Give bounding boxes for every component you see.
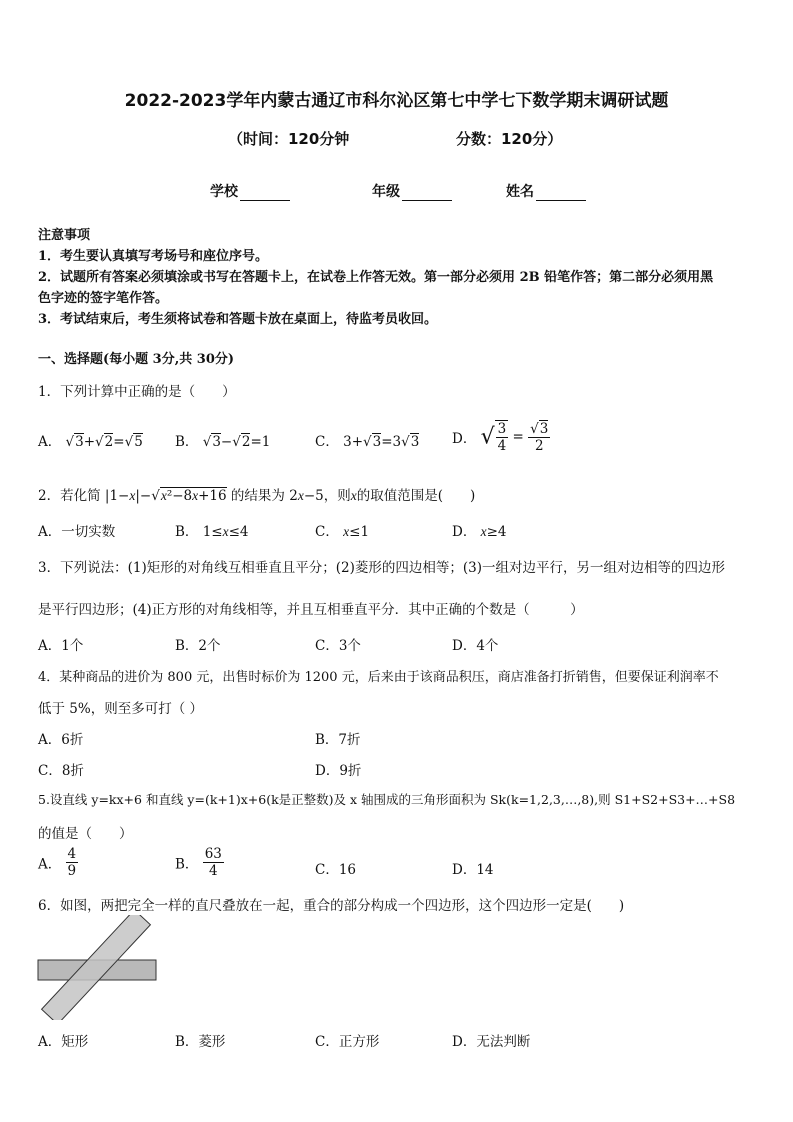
q5-line-1: 5.设直线 y=kx+6 和直线 y=(k+1)x+6(k是正整数)及 x 轴围成的三角形面积为 Sk(k=1,2,3,…,8),则 S1+S2+S3+…+S8 <box>38 792 736 807</box>
q2-option-d: D． x≥4 <box>452 524 507 540</box>
q4-option-a: A．6折 <box>38 732 84 748</box>
q1-stem: 1．下列计算中正确的是（ ） <box>38 384 236 400</box>
overlapping-rulers-figure <box>36 915 160 1020</box>
q1-a-expr: √3+√2=√5 <box>65 434 143 450</box>
q2-stem: 2．若化简 |1−x|−√x²−8x+16 的结果为 2x−5，则x的取值范围是( ) <box>38 488 476 504</box>
q2-result: 2x−5 <box>289 488 324 504</box>
q1-c-expr: 3+√3=3√3 <box>343 434 420 450</box>
q3-option-b: B．2个 <box>175 638 221 654</box>
q6-option-a: A．矩形 <box>38 1034 89 1050</box>
q4-option-b: B．7折 <box>315 732 361 748</box>
q1-option-a: A． √3+√2=√5 <box>38 434 143 450</box>
grade-blank <box>402 186 452 201</box>
exam-time: （时间：120分钟 <box>228 130 350 148</box>
q3-option-c: C．3个 <box>315 638 361 654</box>
notes-heading: 注意事项 <box>38 228 91 243</box>
school-label: 学校 <box>210 184 238 200</box>
note-2-cont: 色字迹的签字笔作答。 <box>38 291 169 306</box>
q6-option-b: B．菱形 <box>175 1034 226 1050</box>
q1-option-c: C． 3+√3=3√3 <box>315 434 420 450</box>
school-field <box>210 181 290 201</box>
q5-option-b: B． $\frac{63}{4}$ <box>175 846 222 879</box>
q4-line-1: 4．某种商品的进价为 800 元，出售时标价为 1200 元，后来由于该商品积压，商店准备打折销售，但要保证利润率不 <box>38 670 719 685</box>
q3-option-d: D．4个 <box>452 638 499 654</box>
q4-line-2: 低于 5%，则至多可打（ ） <box>38 701 203 717</box>
section-heading: 一、选择题(每小题 3分,共 30分) <box>38 352 235 367</box>
q6-option-d: D．无法判断 <box>452 1034 531 1050</box>
q1-option-d: D． √ $\frac{3}{4}$ = $\frac{√3}{2}$ <box>452 420 549 454</box>
q3-line-2: 是平行四边形；(4)正方形的对角线相等，并且互相垂直平分．其中正确的个数是（ ） <box>38 602 584 618</box>
q6-stem: 6．如图，两把完全一样的直尺叠放在一起，重合的部分构成一个四边形，这个四边形一定是( ) <box>38 898 625 914</box>
q4-option-c: C．8折 <box>38 763 84 779</box>
q6-option-c: C．正方形 <box>315 1034 380 1050</box>
q2-option-c: C． x≤1 <box>315 524 370 540</box>
q5-option-a: A． $\frac{4}{9}$ <box>38 846 77 879</box>
q3-option-a: A．1个 <box>38 638 84 654</box>
q3-line-1: 3．下列说法：(1)矩形的对角线互相垂直且平分；(2)菱形的四边相等；(3)一组对边平行，另一组对边相等的四边形 <box>38 560 725 576</box>
note-3: 3．考试结束后，考生须将试卷和答题卡放在桌面上，待监考员收回。 <box>38 312 438 327</box>
name-field <box>506 181 586 201</box>
q5-line-2: 的值是（ ） <box>38 826 133 842</box>
note-1: 1．考生要认真填写考场号和座位序号。 <box>38 249 269 264</box>
q2-option-a: A．一切实数 <box>38 524 116 540</box>
page-title: 2022-2023学年内蒙古通辽市科尔沁区第七中学七下数学期末调研试题 <box>124 91 669 111</box>
q5-option-c: C．16 <box>315 862 357 878</box>
q4-option-d: D．9折 <box>315 763 362 779</box>
exam-score: 分数：120分） <box>456 130 563 148</box>
q1-b-expr: √3−√2=1 <box>202 434 271 450</box>
q2-option-b: B． 1≤x≤4 <box>175 524 249 540</box>
note-2: 2．试题所有答案必须填涂或书写在答题卡上，在试卷上作答无效。第一部分必须用 2B 铅笔作答；第二部分必须用黑 <box>38 270 714 285</box>
q2-expr: |1−x|−√x²−8x+16 <box>104 488 227 504</box>
school-blank <box>240 186 290 201</box>
name-blank <box>536 186 586 201</box>
grade-field <box>372 181 452 201</box>
grade-label: 年级 <box>372 184 400 200</box>
q1-option-b: B． √3−√2=1 <box>175 434 271 450</box>
q5-option-d: D．14 <box>452 862 494 878</box>
name-label: 姓名 <box>506 184 534 200</box>
